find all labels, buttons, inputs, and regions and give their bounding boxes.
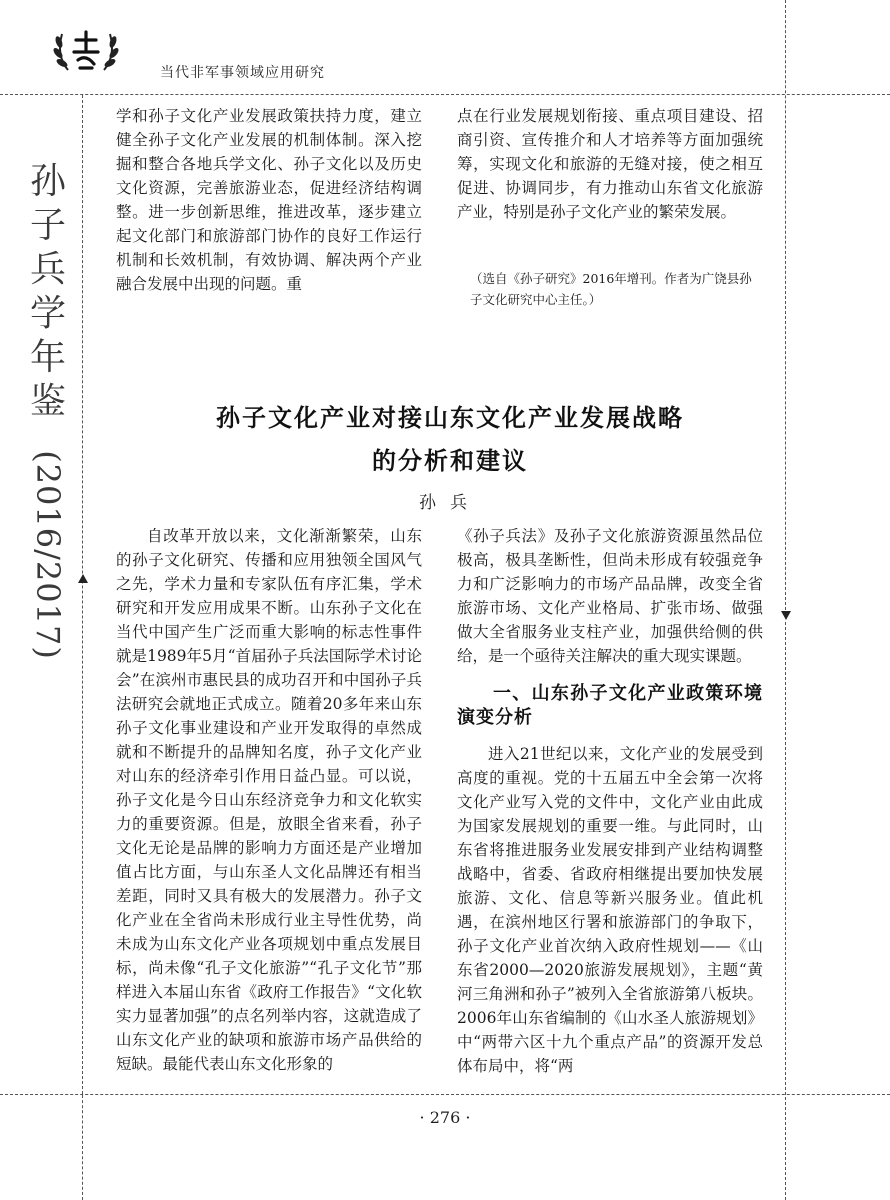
prev-article-right-text: 点在行业发展规划衔接、重点项目建设、招商引资、宣传推介和人才培养等方面加强统筹，实现文化和旅游的无缝对接，使之相互促进、协调同步，有力推动山东省文化旅游产业，特别是孙子文化产业的繁荣发展。	[457, 107, 763, 221]
margin-arrow-down-icon	[781, 611, 791, 620]
margin-arrow-up-icon	[78, 574, 88, 583]
prev-article-right-column	[457, 104, 763, 224]
prev-article-left-column	[116, 104, 422, 296]
article-title-line-1: 孙子文化产业对接山东文化产业发展战略	[216, 404, 684, 432]
article-left-text: 自改革开放以来，文化渐渐繁荣，山东的孙子文化研究、传播和应用独领全国风气之先，学术力量和专家队伍有序汇集，学术研究和开发应用成果不断。山东孙子文化在当代中国产生广泛而重大影响的标志性事件就是1989年5月“首届孙子兵法国际学术讨论会”在滨州市惠民县的成功召开和中国孙子兵法研究会就地正式成立。随着20多年来山东孙子文化事业建设和产业开发取得的卓然成就和不断提升的品牌知名度，孙子文化产业对山东的经济牵引作用日益凸显。可以说，孙子文化是今日山东经济竞争力和文化软实力的重要资源。但是，放眼全省来看，孙子文化无论是品牌的影响力方面还是产业增加值占比方面，与山东圣人文化品牌还有相当差距，同时又具有极大的发展潜力。孙子文化产业在全省尚未形成行业主导性优势，尚未成为山东文化产业各项规划中重点发展目标，尚未像“孔子文化旅游”“孔子文化节”那样进入本届山东省《政府工作报告》“文化软实力显著加强”的点名列举内容，这就造成了山东文化产业的缺项和旅游市场产品供给的短缺。最能代表山东文化形象的	[116, 527, 422, 1073]
side-title-char: 学	[29, 293, 66, 334]
article-title-line-2: 的分析和建议	[372, 447, 528, 475]
side-title-char: 年	[29, 337, 66, 378]
side-year-text: (2016/2017)	[29, 450, 67, 660]
article-right-column	[457, 524, 763, 1078]
right-margin-guide	[785, 0, 786, 610]
side-title-char: 孙	[29, 161, 66, 202]
left-margin-guide	[82, 95, 83, 1094]
article-author: 孙兵	[419, 493, 481, 513]
side-title-char: 兵	[29, 249, 66, 290]
yearbook-side-year	[20, 430, 76, 680]
yearbook-side-title	[20, 160, 76, 424]
footer-divider	[0, 1094, 890, 1095]
side-title-char: 子	[29, 205, 66, 246]
prev-article-left-text: 学和孙子文化产业发展政策扶持力度，建立健全孙子文化产业发展的机制体制。深入挖掘和整合各地兵学文化、孙子文化以及历史文化资源，完善旅游业态，促进经济结构调整。进一步创新思维，推进改革，逐步建立起文化部门和旅游部门协作的良好工作运行机制和长效机制，有效协调、解决两个产业融合发展中出现的问题。重	[116, 107, 422, 293]
section-heading: 一、山东孙子文化产业政策环境演变分析	[457, 683, 763, 728]
side-title-char: 鉴	[29, 381, 66, 422]
prev-article-source-note: （选自《孙子研究》2016年增刊。作者为广饶县孙子文化研究中心主任。）	[470, 271, 752, 307]
running-header-title: 当代非军事领域应用研究	[160, 65, 325, 81]
header-divider	[0, 94, 890, 95]
page-number: · 276 ·	[419, 1108, 471, 1127]
article-left-column	[116, 524, 422, 1076]
article-right-text-2: 进入21世纪以来，文化产业的发展受到高度的重视。党的十五届五中全会第一次将文化产业写入党的文件中，文化产业由此成为国家发展规划的重要一维。与此同时，山东省将推进服务业发展安排到产业结构调整战略中，省委、省政府相继提出要加快发展旅游、文化、信息等新兴服务业。值此机遇，在滨州地区行署和旅游部门的争取下，孙子文化产业首次纳入政府性规划——《山东省2000—2020旅游发展规划》，主题“黄河三角洲和孙子”被列入全省旅游第八板块。2006年山东省编制的《山水圣人旅游规划》中“两带六区十九个重点产品”的资源开发总体布局中，将“两	[457, 745, 763, 1075]
article-right-text-1: 《孙子兵法》及孙子文化旅游资源虽然品位极高，极具垄断性，但尚未形成有较强竞争力和广泛影响力的市场产品品牌，改变全省旅游市场、文化产业格局、扩张市场、做强做大全省服务业支柱产业，加强供给侧的供给，是一个亟待关注解决的重大现实课题。	[457, 527, 763, 665]
yearbook-logo-icon	[50, 20, 122, 78]
